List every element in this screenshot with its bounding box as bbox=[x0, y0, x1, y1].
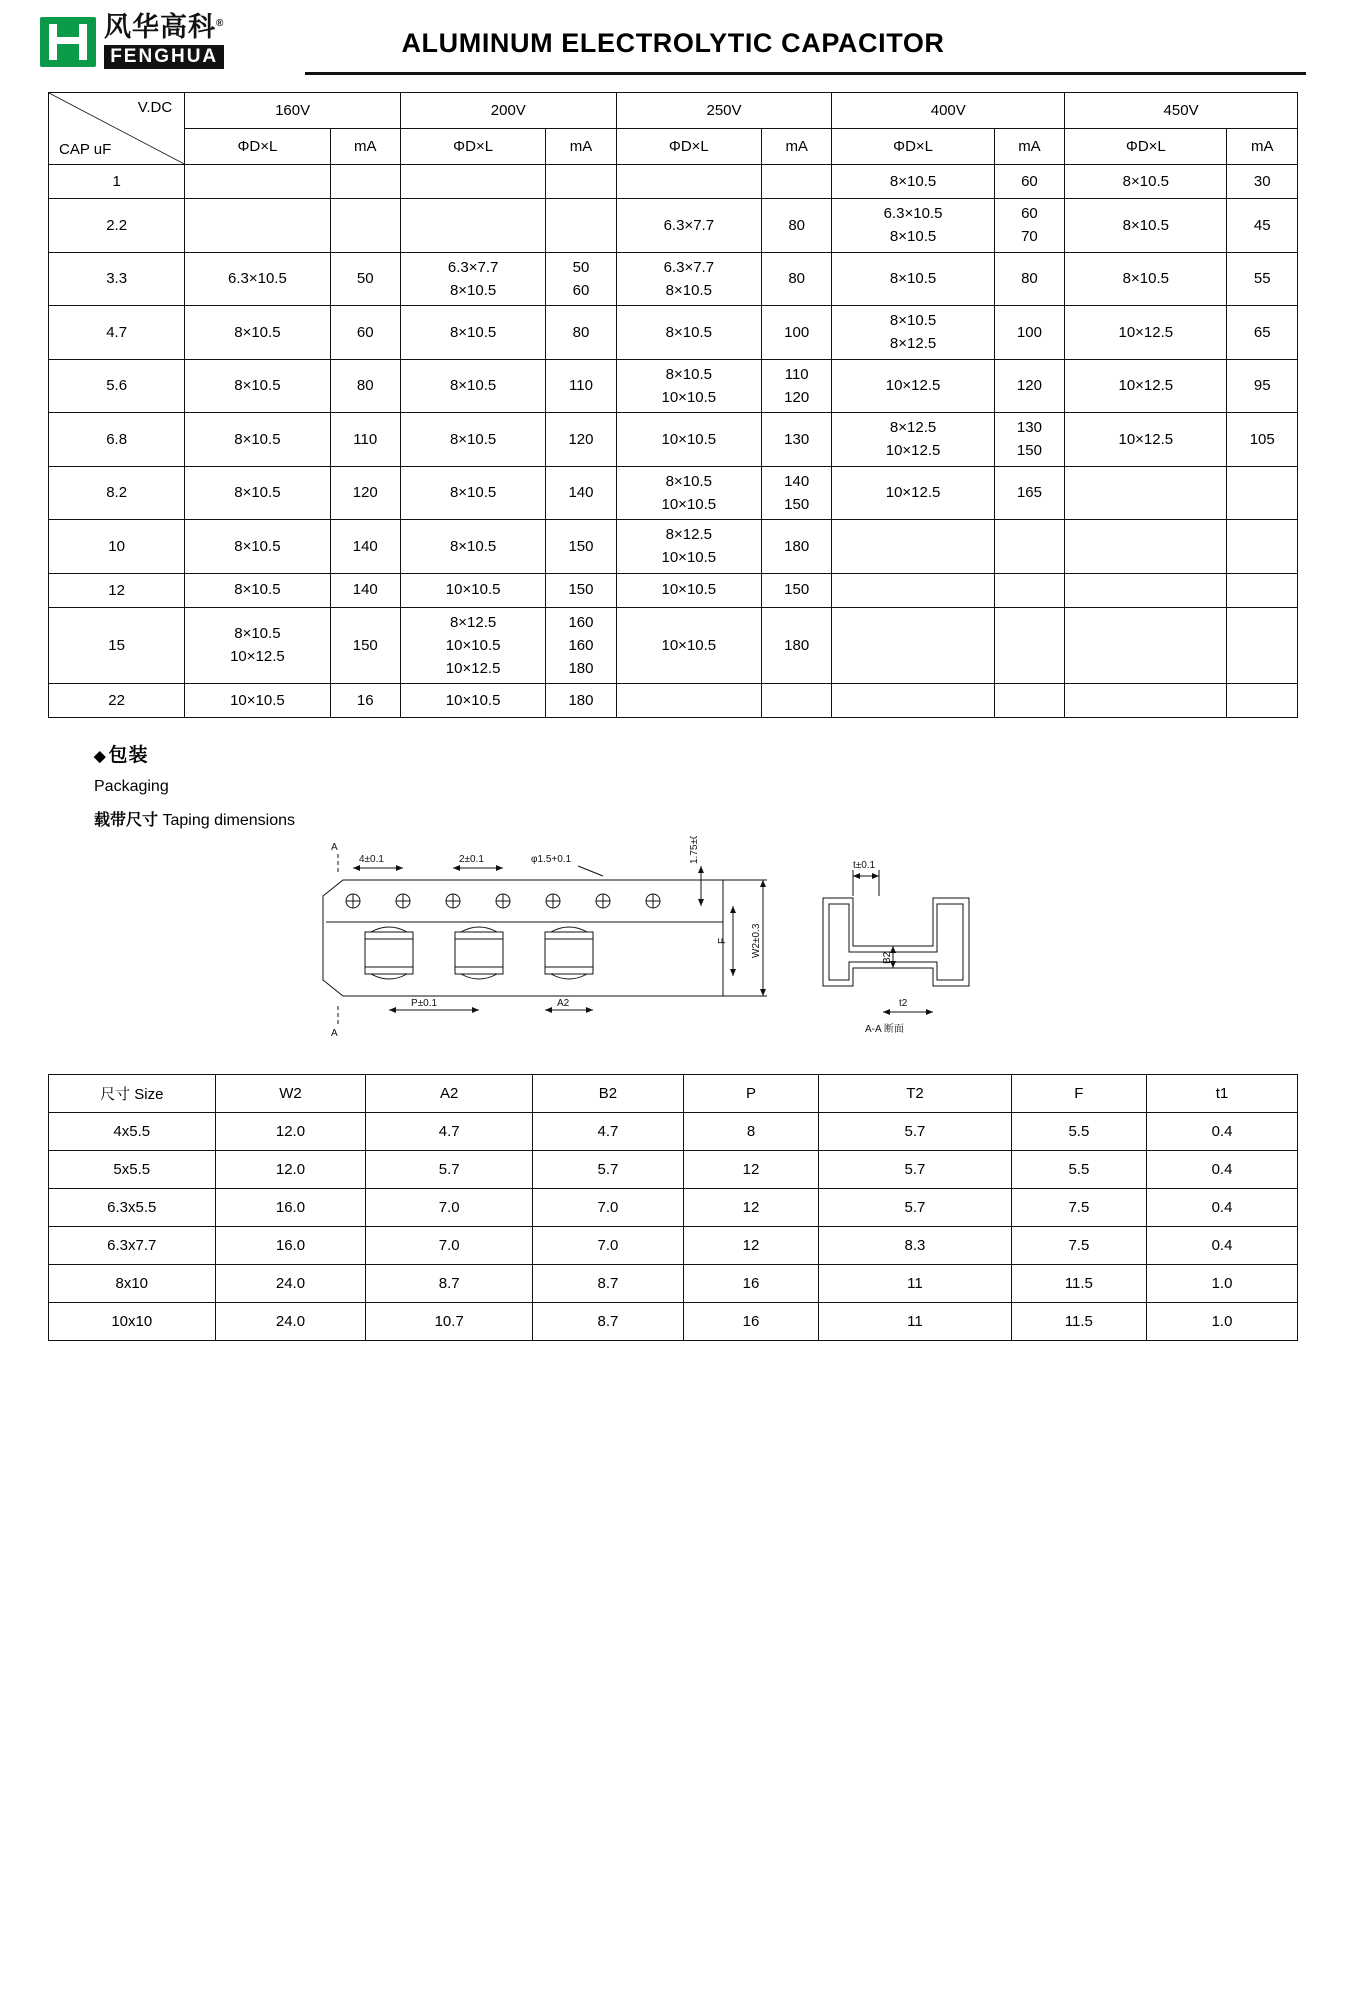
label-dim-175: 1.75±0.1 bbox=[689, 836, 700, 865]
size-cell-9-2: 10×10.5 bbox=[616, 607, 761, 684]
subheader-ripple-4: mA bbox=[1227, 129, 1298, 165]
brand-name-cn bbox=[104, 14, 224, 41]
size-cell-5-7: 1.0 bbox=[1147, 1303, 1298, 1341]
table-row bbox=[49, 252, 1298, 306]
size-cell-0-3: 8×10.5 bbox=[832, 165, 994, 199]
label-dim-t: t±0.1 bbox=[853, 860, 876, 872]
size-cell-1-0 bbox=[185, 199, 330, 253]
ripple-cell-2-1: 50 60 bbox=[546, 252, 616, 306]
size-cell-2-1: 6.3×7.7 8×10.5 bbox=[400, 252, 545, 306]
subheader-size-4: ΦD×L bbox=[1065, 129, 1227, 165]
corner-label-capacitance: CAP uF bbox=[59, 141, 112, 158]
size-cell-4-1: 24.0 bbox=[215, 1265, 366, 1303]
size-cell-3-3: 7.0 bbox=[532, 1227, 683, 1265]
size-cell-0-6: 5.5 bbox=[1011, 1113, 1146, 1151]
packaging-heading-en: Packaging bbox=[94, 778, 169, 796]
size-cell-5-3: 8.7 bbox=[532, 1303, 683, 1341]
fenghua-logo-icon bbox=[40, 17, 96, 67]
size-cell-8-0: 8×10.5 bbox=[185, 573, 330, 607]
cap-value: 2.2 bbox=[49, 199, 185, 253]
ripple-cell-7-3 bbox=[994, 520, 1064, 574]
size-cell-7-1: 8×10.5 bbox=[400, 520, 545, 574]
packaging-section-header bbox=[94, 740, 1298, 830]
ripple-cell-9-1: 160 160 180 bbox=[546, 607, 616, 684]
size-cell-5-1: 24.0 bbox=[215, 1303, 366, 1341]
size-cell-2-4: 8×10.5 bbox=[1065, 252, 1227, 306]
bullet-diamond-icon: ◆ bbox=[94, 748, 107, 766]
size-cell-6-1: 8×10.5 bbox=[400, 466, 545, 520]
ripple-cell-10-3 bbox=[994, 684, 1064, 718]
label-dim-t2: t2 bbox=[899, 998, 908, 1010]
ripple-cell-2-2: 80 bbox=[761, 252, 831, 306]
size-cell-4-4: 10×12.5 bbox=[1065, 359, 1227, 413]
size-cell-6-0: 8×10.5 bbox=[185, 466, 330, 520]
voltage-header-3: 400V bbox=[832, 93, 1065, 129]
size-cell-1-5: 5.7 bbox=[819, 1151, 1012, 1189]
size-cell-1-3: 5.7 bbox=[532, 1151, 683, 1189]
size-cell-8-3 bbox=[832, 573, 994, 607]
ripple-cell-5-3: 130 150 bbox=[994, 413, 1064, 467]
ripple-cell-6-1: 140 bbox=[546, 466, 616, 520]
size-cell-7-2: 8×12.5 10×10.5 bbox=[616, 520, 761, 574]
table-corner-header bbox=[49, 93, 185, 165]
ripple-cell-0-1 bbox=[546, 165, 616, 199]
page-title: ALUMINUM ELECTROLYTIC CAPACITOR bbox=[401, 28, 945, 58]
ripple-cell-9-2: 180 bbox=[761, 607, 831, 684]
ripple-cell-10-2 bbox=[761, 684, 831, 718]
table-row bbox=[49, 684, 1298, 718]
size-cell-0-2: 4.7 bbox=[366, 1113, 533, 1151]
ripple-cell-3-2: 100 bbox=[761, 306, 831, 360]
subheader-size-3: ΦD×L bbox=[832, 129, 994, 165]
size-cell-7-3 bbox=[832, 520, 994, 574]
ripple-cell-6-3: 165 bbox=[994, 466, 1064, 520]
size-cell-9-4 bbox=[1065, 607, 1227, 684]
size-cell-4-0: 8x10 bbox=[49, 1265, 216, 1303]
size-cell-0-1: 12.0 bbox=[215, 1113, 366, 1151]
size-cell-10-3 bbox=[832, 684, 994, 718]
ripple-cell-7-0: 140 bbox=[330, 520, 400, 574]
size-cell-2-4: 12 bbox=[683, 1189, 818, 1227]
size-cell-8-1: 10×10.5 bbox=[400, 573, 545, 607]
voltage-header-4: 450V bbox=[1065, 93, 1298, 129]
size-cell-4-7: 1.0 bbox=[1147, 1265, 1298, 1303]
corner-label-voltage: V.DC bbox=[137, 99, 173, 116]
size-cell-4-2: 8×10.5 10×10.5 bbox=[616, 359, 761, 413]
ripple-cell-4-0: 80 bbox=[330, 359, 400, 413]
ripple-cell-8-1: 150 bbox=[546, 573, 616, 607]
ripple-cell-4-3: 120 bbox=[994, 359, 1064, 413]
taping-heading-en: Taping dimensions bbox=[162, 812, 295, 830]
size-cell-0-3: 4.7 bbox=[532, 1113, 683, 1151]
ripple-cell-2-3: 80 bbox=[994, 252, 1064, 306]
ripple-cell-5-4: 105 bbox=[1227, 413, 1298, 467]
size-cell-1-6: 5.5 bbox=[1011, 1151, 1146, 1189]
size-cell-3-2: 7.0 bbox=[366, 1227, 533, 1265]
brand-name-en: FENGHUA bbox=[104, 45, 224, 69]
capacitor-spec-table bbox=[48, 92, 1298, 718]
size-cell-5-0: 10x10 bbox=[49, 1303, 216, 1341]
brand-text bbox=[104, 14, 224, 69]
size-cell-6-3: 10×12.5 bbox=[832, 466, 994, 520]
subheader-ripple-2: mA bbox=[761, 129, 831, 165]
voltage-header-2: 250V bbox=[616, 93, 832, 129]
size-cell-3-1: 8×10.5 bbox=[400, 306, 545, 360]
size-cell-2-1: 16.0 bbox=[215, 1189, 366, 1227]
header-divider bbox=[305, 72, 1306, 75]
page-content bbox=[0, 92, 1346, 1341]
ripple-cell-3-1: 80 bbox=[546, 306, 616, 360]
size-cell-3-1: 16.0 bbox=[215, 1227, 366, 1265]
size-cell-1-3: 6.3×10.5 8×10.5 bbox=[832, 199, 994, 253]
taping-dimensions-heading bbox=[94, 807, 1298, 830]
subheader-ripple-1: mA bbox=[546, 129, 616, 165]
cap-value: 3.3 bbox=[49, 252, 185, 306]
ripple-cell-1-2: 80 bbox=[761, 199, 831, 253]
cap-value: 12 bbox=[49, 573, 185, 607]
table-row bbox=[49, 466, 1298, 520]
size-table-header-1: W2 bbox=[215, 1075, 366, 1113]
cap-value: 22 bbox=[49, 684, 185, 718]
size-cell-3-3: 8×10.5 8×12.5 bbox=[832, 306, 994, 360]
size-cell-7-4 bbox=[1065, 520, 1227, 574]
size-cell-4-0: 8×10.5 bbox=[185, 359, 330, 413]
cap-value: 10 bbox=[49, 520, 185, 574]
size-cell-3-2: 8×10.5 bbox=[616, 306, 761, 360]
voltage-header-1: 200V bbox=[400, 93, 616, 129]
size-table-header-4: P bbox=[683, 1075, 818, 1113]
ripple-cell-8-3 bbox=[994, 573, 1064, 607]
ripple-cell-10-1: 180 bbox=[546, 684, 616, 718]
ripple-cell-3-0: 60 bbox=[330, 306, 400, 360]
label-dim-p: P±0.1 bbox=[411, 998, 438, 1010]
table-row bbox=[49, 607, 1298, 684]
size-cell-5-4: 10×12.5 bbox=[1065, 413, 1227, 467]
size-cell-5-4: 16 bbox=[683, 1303, 818, 1341]
size-cell-2-3: 8×10.5 bbox=[832, 252, 994, 306]
size-table-header-2: A2 bbox=[366, 1075, 533, 1113]
registered-mark-icon: ® bbox=[216, 18, 225, 29]
size-cell-7-0: 8×10.5 bbox=[185, 520, 330, 574]
ripple-cell-0-4: 30 bbox=[1227, 165, 1298, 199]
ripple-cell-9-0: 150 bbox=[330, 607, 400, 684]
size-cell-2-2: 7.0 bbox=[366, 1189, 533, 1227]
ripple-cell-8-0: 140 bbox=[330, 573, 400, 607]
size-cell-2-7: 0.4 bbox=[1147, 1189, 1298, 1227]
ripple-cell-1-1 bbox=[546, 199, 616, 253]
size-cell-4-2: 8.7 bbox=[366, 1265, 533, 1303]
size-cell-9-1: 8×12.5 10×10.5 10×12.5 bbox=[400, 607, 545, 684]
size-cell-1-2: 5.7 bbox=[366, 1151, 533, 1189]
size-cell-1-0: 5x5.5 bbox=[49, 1151, 216, 1189]
size-cell-3-5: 8.3 bbox=[819, 1227, 1012, 1265]
ripple-cell-2-4: 55 bbox=[1227, 252, 1298, 306]
ripple-cell-9-4 bbox=[1227, 607, 1298, 684]
size-cell-5-0: 8×10.5 bbox=[185, 413, 330, 467]
size-cell-1-4: 12 bbox=[683, 1151, 818, 1189]
size-cell-0-5: 5.7 bbox=[819, 1113, 1012, 1151]
ripple-cell-0-0 bbox=[330, 165, 400, 199]
size-cell-1-2: 6.3×7.7 bbox=[616, 199, 761, 253]
size-cell-0-2 bbox=[616, 165, 761, 199]
ripple-cell-3-4: 65 bbox=[1227, 306, 1298, 360]
ripple-cell-2-0: 50 bbox=[330, 252, 400, 306]
subheader-size-2: ΦD×L bbox=[616, 129, 761, 165]
size-cell-5-2: 10.7 bbox=[366, 1303, 533, 1341]
cap-value: 15 bbox=[49, 607, 185, 684]
size-cell-4-4: 16 bbox=[683, 1265, 818, 1303]
label-dim-hole: φ1.5+0.1 bbox=[531, 854, 572, 866]
cap-value: 4.7 bbox=[49, 306, 185, 360]
ripple-cell-5-0: 110 bbox=[330, 413, 400, 467]
ripple-cell-4-2: 110 120 bbox=[761, 359, 831, 413]
table-row bbox=[49, 359, 1298, 413]
size-cell-5-2: 10×10.5 bbox=[616, 413, 761, 467]
ripple-cell-5-2: 130 bbox=[761, 413, 831, 467]
size-cell-10-0: 10×10.5 bbox=[185, 684, 330, 718]
size-table-header-3: B2 bbox=[532, 1075, 683, 1113]
table-row bbox=[49, 165, 1298, 199]
size-cell-4-3: 10×12.5 bbox=[832, 359, 994, 413]
page-header bbox=[0, 0, 1346, 92]
ripple-cell-9-3 bbox=[994, 607, 1064, 684]
ripple-cell-8-4 bbox=[1227, 573, 1298, 607]
ripple-cell-6-4 bbox=[1227, 466, 1298, 520]
table-row bbox=[49, 1227, 1298, 1265]
size-cell-0-0: 4x5.5 bbox=[49, 1113, 216, 1151]
size-cell-4-5: 11 bbox=[819, 1265, 1012, 1303]
voltage-header-0: 160V bbox=[185, 93, 401, 129]
size-cell-2-6: 7.5 bbox=[1011, 1189, 1146, 1227]
size-cell-5-6: 11.5 bbox=[1011, 1303, 1146, 1341]
size-cell-4-6: 11.5 bbox=[1011, 1265, 1146, 1303]
subheader-size-0: ΦD×L bbox=[185, 129, 330, 165]
table-row bbox=[49, 1303, 1298, 1341]
packaging-heading-cn bbox=[94, 740, 1298, 767]
ripple-cell-0-3: 60 bbox=[994, 165, 1064, 199]
table-row bbox=[49, 199, 1298, 253]
table-row bbox=[49, 306, 1298, 360]
label-section: A-A 断面 bbox=[865, 1024, 904, 1036]
ripple-cell-3-3: 100 bbox=[994, 306, 1064, 360]
subheader-size-1: ΦD×L bbox=[400, 129, 545, 165]
ripple-cell-7-4 bbox=[1227, 520, 1298, 574]
size-cell-3-0: 6.3x7.7 bbox=[49, 1227, 216, 1265]
table-row bbox=[49, 1265, 1298, 1303]
size-table-header-5: T2 bbox=[819, 1075, 1012, 1113]
size-cell-1-7: 0.4 bbox=[1147, 1151, 1298, 1189]
size-cell-3-7: 0.4 bbox=[1147, 1227, 1298, 1265]
size-cell-9-0: 8×10.5 10×12.5 bbox=[185, 607, 330, 684]
table-row bbox=[49, 1189, 1298, 1227]
size-cell-4-3: 8.7 bbox=[532, 1265, 683, 1303]
size-cell-2-0: 6.3x5.5 bbox=[49, 1189, 216, 1227]
size-cell-6-2: 8×10.5 10×10.5 bbox=[616, 466, 761, 520]
ripple-cell-6-0: 120 bbox=[330, 466, 400, 520]
size-cell-10-1: 10×10.5 bbox=[400, 684, 545, 718]
label-dim-b2: B2 bbox=[882, 952, 893, 965]
cap-value: 1 bbox=[49, 165, 185, 199]
ripple-cell-1-4: 45 bbox=[1227, 199, 1298, 253]
label-dim-w2: W2±0.3 bbox=[751, 923, 762, 959]
size-cell-10-2 bbox=[616, 684, 761, 718]
size-cell-9-3 bbox=[832, 607, 994, 684]
ripple-cell-10-0: 16 bbox=[330, 684, 400, 718]
size-cell-3-4: 12 bbox=[683, 1227, 818, 1265]
label-a-bottom: A bbox=[331, 1028, 338, 1040]
ripple-cell-7-1: 150 bbox=[546, 520, 616, 574]
packaging-heading-cn-text: 包装 bbox=[108, 745, 149, 767]
size-cell-0-1 bbox=[400, 165, 545, 199]
ripple-cell-5-1: 120 bbox=[546, 413, 616, 467]
label-dim-4: 4±0.1 bbox=[359, 854, 384, 866]
cap-value: 8.2 bbox=[49, 466, 185, 520]
size-table-header-7: t1 bbox=[1147, 1075, 1298, 1113]
ripple-cell-10-4 bbox=[1227, 684, 1298, 718]
label-dim-2: 2±0.1 bbox=[459, 854, 484, 866]
size-cell-2-2: 6.3×7.7 8×10.5 bbox=[616, 252, 761, 306]
size-cell-8-2: 10×10.5 bbox=[616, 573, 761, 607]
label-dim-f: F bbox=[717, 938, 728, 945]
table-row bbox=[49, 413, 1298, 467]
ripple-cell-0-2 bbox=[761, 165, 831, 199]
ripple-cell-4-4: 95 bbox=[1227, 359, 1298, 413]
size-cell-0-0 bbox=[185, 165, 330, 199]
size-cell-5-3: 8×12.5 10×12.5 bbox=[832, 413, 994, 467]
size-cell-3-6: 7.5 bbox=[1011, 1227, 1146, 1265]
taping-size-table bbox=[48, 1074, 1298, 1341]
size-cell-4-1: 8×10.5 bbox=[400, 359, 545, 413]
table-row bbox=[49, 520, 1298, 574]
ripple-cell-4-1: 110 bbox=[546, 359, 616, 413]
size-cell-0-4: 8 bbox=[683, 1113, 818, 1151]
ripple-cell-8-2: 150 bbox=[761, 573, 831, 607]
table-row bbox=[49, 573, 1298, 607]
size-cell-3-4: 10×12.5 bbox=[1065, 306, 1227, 360]
size-cell-1-1: 12.0 bbox=[215, 1151, 366, 1189]
size-cell-6-4 bbox=[1065, 466, 1227, 520]
size-cell-3-0: 8×10.5 bbox=[185, 306, 330, 360]
size-table-header-6: F bbox=[1011, 1075, 1146, 1113]
size-cell-0-4: 8×10.5 bbox=[1065, 165, 1227, 199]
brand-logo bbox=[40, 14, 224, 69]
ripple-cell-7-2: 180 bbox=[761, 520, 831, 574]
size-cell-1-4: 8×10.5 bbox=[1065, 199, 1227, 253]
cap-value: 5.6 bbox=[49, 359, 185, 413]
size-cell-2-3: 7.0 bbox=[532, 1189, 683, 1227]
subheader-ripple-0: mA bbox=[330, 129, 400, 165]
size-cell-5-1: 8×10.5 bbox=[400, 413, 545, 467]
size-cell-2-0: 6.3×10.5 bbox=[185, 252, 330, 306]
taping-heading-cn: 载带尺寸 bbox=[94, 812, 159, 830]
taping-dimensions-drawing bbox=[293, 836, 1053, 1064]
brand-name-cn-text: 风华高科 bbox=[104, 12, 216, 42]
size-cell-5-5: 11 bbox=[819, 1303, 1012, 1341]
label-a-top: A bbox=[331, 842, 338, 854]
table-row bbox=[49, 1151, 1298, 1189]
label-dim-a2: A2 bbox=[557, 998, 570, 1010]
size-cell-2-5: 5.7 bbox=[819, 1189, 1012, 1227]
size-cell-8-4 bbox=[1065, 573, 1227, 607]
subheader-ripple-3: mA bbox=[994, 129, 1064, 165]
ripple-cell-1-0 bbox=[330, 199, 400, 253]
cap-value: 6.8 bbox=[49, 413, 185, 467]
ripple-cell-6-2: 140 150 bbox=[761, 466, 831, 520]
size-cell-10-4 bbox=[1065, 684, 1227, 718]
size-cell-1-1 bbox=[400, 199, 545, 253]
ripple-cell-1-3: 60 70 bbox=[994, 199, 1064, 253]
size-table-header-0: 尺寸 Size bbox=[49, 1075, 216, 1113]
size-cell-0-7: 0.4 bbox=[1147, 1113, 1298, 1151]
table-row bbox=[49, 1113, 1298, 1151]
